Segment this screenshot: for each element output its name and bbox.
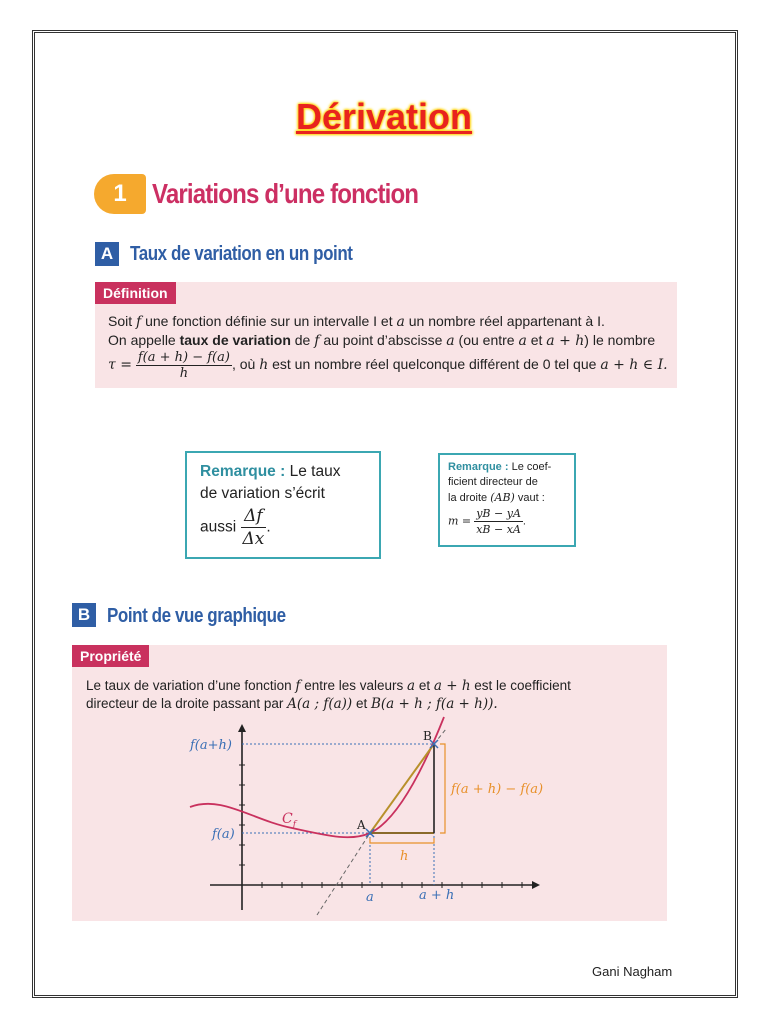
page-title: Dérivation: [295, 96, 473, 137]
x-axis-arrow: [532, 881, 540, 889]
remark-1-heading: Remarque :: [200, 463, 286, 480]
property-box: [72, 645, 667, 921]
definition-line-3: τ = $\frac{f(a + h) - f(a)}{h}$ , où h est un nombre réel quelconque différent de 0 tel que a + h ∈ I.: [108, 350, 668, 381]
label-a: a: [366, 890, 374, 905]
label-h: h: [400, 849, 409, 864]
y-axis-arrow: [238, 724, 246, 732]
property-line-2: directeur de la droite passant par A(a ; f(a)) et B(a + h ; f(a + h)).: [86, 696, 498, 712]
author-signature: Gani Nagham: [592, 964, 673, 979]
label-point-b: B: [423, 729, 432, 743]
label-point-a: A: [357, 818, 366, 832]
section-title: Variations d’une fonction: [152, 178, 419, 209]
rate-of-change-graph: [72, 645, 667, 921]
remark-box-1: Remarque : Le taux de variation s’écrit aussi $\frac{\Delta f}{\Delta x}$ .: [185, 451, 381, 559]
property-tag: Propriété: [72, 645, 149, 667]
definition-tag: Définition: [95, 282, 176, 304]
label-f-of-a: f(a): [212, 827, 235, 842]
rate-fraction: $\frac{f(a + h) - f(a)}{h}$: [137, 350, 230, 381]
definition-box: [95, 282, 677, 388]
secant-extension: [317, 833, 370, 915]
label-curve: $C_f$: [282, 811, 297, 830]
definition-line-2: On appelle taux de variation de f au point d’abscisse a (ou entre a et a + h) le nombre: [108, 332, 656, 349]
subsection-b-title: Point de vue graphique: [107, 605, 286, 627]
remark-2-heading: Remarque :: [448, 461, 509, 473]
h-brace: [370, 838, 434, 843]
definition-line-1: Soit f une fonction définie sur un intervalle I et a un nombre réel appartenant à I.: [108, 313, 605, 330]
diff-brace: [440, 744, 445, 833]
label-a-plus-h: a + h: [419, 888, 455, 903]
subsection-a-title: Taux de variation en un point: [130, 243, 353, 265]
property-line-1: Le taux de variation d’une fonction f entre les valeurs a et a + h est le coefficient: [86, 678, 571, 694]
slope-fraction: $\frac{yB - yA}{xB - xA}$: [476, 507, 521, 536]
section-number-badge: 1: [94, 174, 146, 214]
subsection-b-badge: B: [72, 603, 96, 627]
remark-box-2: Remarque : Le coef- ficient directeur de la droite (AB) vaut : m = $\frac{yB - yA}{xB - xA}$ .: [438, 453, 576, 547]
secant-line: [370, 744, 434, 833]
function-curve: [190, 717, 444, 837]
delta-fraction: $\frac{\Delta f}{\Delta x}$: [242, 506, 265, 549]
subsection-a-badge: A: [95, 242, 119, 266]
label-f-of-a-plus-h: f(a+h): [190, 738, 232, 753]
label-difference: f(a + h) − f(a): [451, 782, 544, 797]
